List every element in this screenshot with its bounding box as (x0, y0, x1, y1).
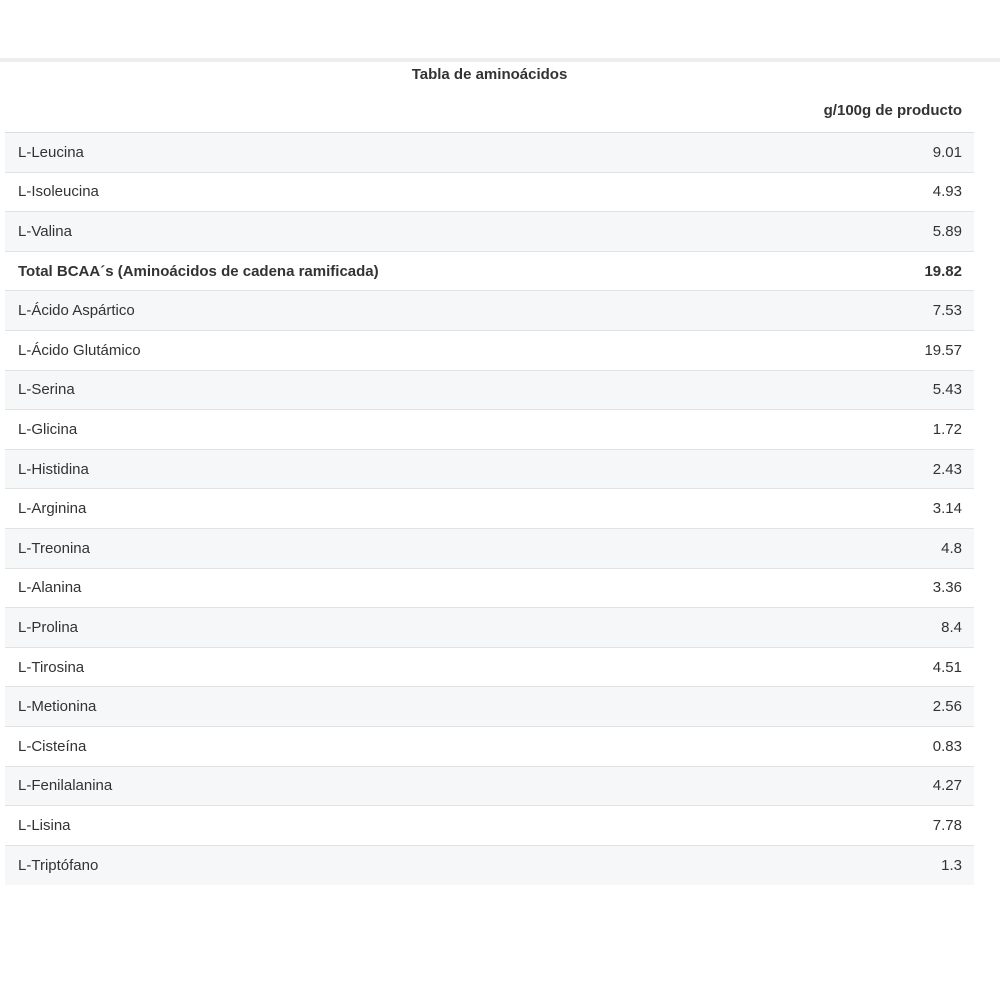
amino-acid-value: 2.43 (932, 460, 962, 478)
table-row (5, 173, 974, 213)
amino-acid-name: L-Cisteína (18, 737, 87, 755)
table-row (5, 806, 974, 846)
table-row (5, 727, 974, 767)
amino-acid-value: 1.72 (932, 420, 962, 438)
table-row (5, 371, 974, 411)
amino-acid-value: 8.4 (941, 618, 962, 636)
amino-acid-value: 4.93 (932, 183, 962, 201)
table-caption: Tabla de aminoácidos (411, 66, 568, 83)
amino-acid-value: 4.27 (932, 777, 962, 795)
amino-acid-value: 3.14 (932, 500, 962, 518)
amino-acid-value: 2.56 (932, 698, 962, 716)
table-row (5, 489, 974, 529)
table-row (5, 331, 974, 371)
table-row (5, 608, 974, 648)
table-body (5, 133, 974, 885)
table-row (5, 767, 974, 807)
amino-acid-value: 19.82 (924, 262, 962, 280)
amino-acid-name: L-Isoleucina (18, 183, 99, 201)
amino-acid-name: L-Triptófano (18, 856, 99, 874)
amino-acid-value: 4.8 (941, 539, 962, 557)
table-row (5, 687, 974, 727)
amino-acid-name: L-Tirosina (18, 658, 85, 676)
amino-acid-name: L-Valina (18, 222, 72, 240)
table-row (5, 410, 974, 450)
amino-acid-name: L-Fenilalanina (18, 777, 113, 795)
amino-acid-value: 0.83 (932, 737, 962, 755)
amino-acid-value: 4.51 (932, 658, 962, 676)
amino-acid-name: L-Lisina (18, 816, 71, 834)
table-row (5, 291, 974, 331)
amino-acid-name: L-Treonina (18, 539, 90, 557)
table-header-row (5, 89, 974, 133)
amino-acid-value: 7.53 (932, 302, 962, 320)
amino-acid-value: 9.01 (932, 143, 962, 161)
amino-acid-table (5, 62, 974, 885)
amino-acid-name: L-Metionina (18, 698, 97, 716)
amino-acid-name: Total BCAA´s (Aminoácidos de cadena ramificada) (18, 262, 379, 280)
amino-acid-value: 7.78 (932, 816, 962, 834)
table-row (5, 648, 974, 688)
amino-acid-name: L-Glicina (18, 420, 78, 438)
table-row (5, 529, 974, 569)
amino-acid-value: 3.36 (932, 579, 962, 597)
table-row (5, 133, 974, 173)
amino-acid-name: L-Ácido Aspártico (18, 302, 135, 320)
amino-acid-value: 5.89 (932, 222, 962, 240)
amino-acid-name: L-Serina (18, 381, 75, 399)
amino-acid-name: L-Ácido Glutámico (18, 341, 141, 359)
table-row (5, 569, 974, 609)
table-row (5, 846, 974, 886)
amino-acid-name: L-Histidina (18, 460, 89, 478)
amino-acid-value: 19.57 (924, 341, 962, 359)
amino-acid-name: L-Leucina (18, 143, 84, 161)
table-row (5, 450, 974, 490)
amino-acid-value: 5.43 (932, 381, 962, 399)
column-header-value: g/100g de producto (823, 102, 962, 119)
amino-acid-name: L-Prolina (18, 618, 79, 636)
amino-acid-name: L-Alanina (18, 579, 82, 597)
amino-acid-name: L-Arginina (18, 500, 87, 518)
amino-acid-value: 1.3 (941, 856, 962, 874)
table-total-row (5, 252, 974, 292)
table-row (5, 212, 974, 252)
